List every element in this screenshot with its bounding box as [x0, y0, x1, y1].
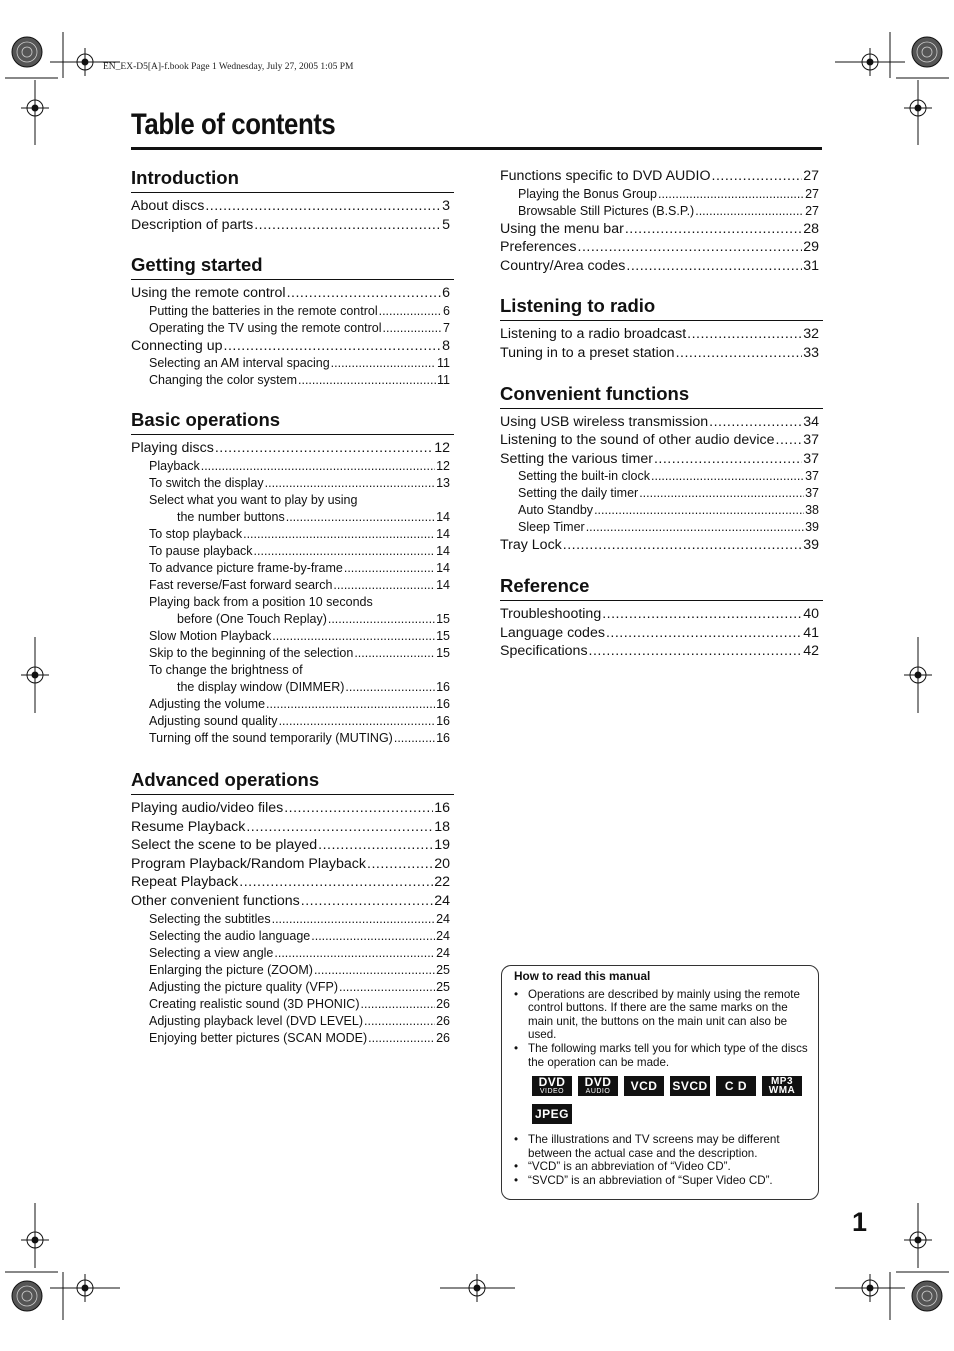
dot-leader — [254, 216, 441, 235]
toc-entry-label: Listening to the sound of other audio device — [500, 432, 775, 449]
disc-mark-svcd — [670, 1076, 710, 1096]
toc-list — [500, 167, 823, 275]
toc-entry[interactable] — [500, 186, 823, 203]
disc-mark-vcd — [624, 1076, 664, 1096]
toc-entry-label: Adjusting the picture quality (VFP) — [149, 979, 338, 994]
toc-entry-label: Operating the TV using the remote control — [149, 320, 382, 335]
toc-entry-label: Setting the daily timer — [518, 486, 639, 501]
toc-entry-label: To advance picture frame-by-frame — [149, 560, 343, 575]
dot-leader — [626, 257, 802, 276]
toc-page-number: 24 — [434, 892, 450, 909]
toc-page-number: 6 — [443, 303, 450, 318]
dot-leader — [361, 996, 436, 1013]
toc-entry-label: Browsable Still Pictures (B.S.P.) — [518, 203, 695, 218]
toc-page-number: 14 — [436, 543, 450, 558]
toc-page-number: 5 — [442, 216, 450, 233]
toc-entry[interactable] — [500, 344, 823, 363]
toc-list — [131, 799, 454, 1047]
section-title: Getting started — [131, 254, 454, 280]
dot-leader — [364, 1013, 435, 1030]
toc-page-number: 40 — [803, 605, 819, 622]
how-to-read-bullet: • Operations are described by mainly using the remote control buttons. If there are the same marks on the main unit, the buttons on the main unit can also be used. — [514, 988, 808, 1042]
toc-entry-label: Repeat Playback — [131, 874, 239, 891]
toc-page-number: 26 — [436, 1013, 450, 1028]
toc-page-number: 42 — [803, 643, 819, 660]
section-title: Listening to radio — [500, 295, 823, 321]
toc-entry[interactable] — [500, 450, 823, 469]
toc-entry-label: Using the menu bar — [500, 220, 624, 237]
page-title: Table of contents — [131, 108, 336, 141]
toc-entry[interactable] — [500, 167, 823, 186]
toc-section — [131, 167, 454, 234]
toc-page-number: 12 — [434, 440, 450, 457]
title-rule — [131, 147, 822, 150]
dot-leader — [354, 645, 435, 662]
toc-entry-label: the number buttons — [177, 509, 285, 524]
toc-entry-label: Language codes — [500, 624, 605, 641]
toc-entry-label: Adjusting playback level (DVD LEVEL) — [149, 1013, 363, 1028]
toc-entry[interactable] — [131, 799, 454, 818]
toc-section — [500, 295, 823, 362]
disc-mark-main: VCD — [630, 1078, 658, 1093]
toc-page-number: 24 — [436, 911, 450, 926]
dot-leader — [687, 325, 802, 344]
toc-page-number: 7 — [443, 320, 450, 335]
dot-leader — [639, 485, 804, 502]
toc-page-number: 16 — [434, 799, 450, 816]
toc-page-number: 24 — [436, 928, 450, 943]
toc-entry[interactable] — [500, 485, 823, 502]
dot-leader — [563, 536, 802, 555]
toc-page-number: 33 — [803, 344, 819, 361]
section-title: Reference — [500, 575, 823, 601]
toc-entry-label: Resume Playback — [131, 818, 246, 835]
toc-entry-label: Playing audio/video files — [131, 799, 284, 816]
disc-mark-main: SVCD — [672, 1078, 708, 1093]
dot-leader — [311, 928, 435, 945]
dot-leader — [654, 450, 802, 469]
toc-entry[interactable] — [131, 372, 454, 389]
toc-page-number: 3 — [442, 198, 450, 214]
toc-entry[interactable] — [500, 413, 823, 432]
disc-mark-jpeg — [532, 1104, 572, 1124]
toc-page-number: 27 — [805, 203, 819, 218]
toc-entry-label: Specifications — [500, 643, 588, 660]
toc-entry[interactable] — [131, 458, 454, 475]
toc-entry[interactable] — [500, 502, 823, 519]
toc-list — [500, 413, 823, 555]
toc-entry[interactable] — [131, 577, 454, 594]
toc-entry[interactable] — [131, 1030, 454, 1047]
disc-mark-dvd — [578, 1076, 618, 1096]
toc-page-number: 26 — [436, 996, 450, 1011]
disc-mark-cd — [716, 1076, 756, 1096]
toc-page-number: 25 — [436, 962, 450, 977]
dot-leader — [318, 836, 433, 855]
toc-page-number: 32 — [803, 326, 819, 343]
page-number: 1 — [852, 1207, 868, 1237]
dot-leader — [224, 337, 442, 356]
toc-page-number: 14 — [436, 509, 450, 524]
toc-entry[interactable] — [131, 911, 454, 928]
section-title: Advanced operations — [131, 769, 454, 795]
toc-page-number: 14 — [436, 577, 450, 592]
dot-leader — [339, 979, 435, 996]
toc-entry[interactable] — [131, 320, 454, 337]
how-to-read-bullet: • “SVCD” is an abbreviation of “Super Video CD”. — [514, 1174, 808, 1188]
toc-entry-label: Enjoying better pictures (SCAN MODE) — [149, 1030, 368, 1045]
toc-page-number: 6 — [442, 285, 450, 302]
toc-entry[interactable] — [131, 216, 454, 235]
dot-leader — [286, 509, 435, 526]
toc-page-number: 41 — [803, 624, 819, 641]
toc-entry-label: Selecting a view angle — [149, 945, 274, 960]
dot-leader — [243, 526, 435, 543]
toc-entry[interactable] — [131, 337, 454, 356]
toc-entry[interactable] — [500, 642, 823, 661]
toc-page-number: 12 — [436, 458, 450, 473]
dot-leader — [279, 713, 436, 730]
toc-page-number: 25 — [436, 979, 450, 994]
dot-leader — [266, 696, 435, 713]
toc-page-number: 22 — [434, 874, 450, 891]
toc-entry-label: Slow Motion Playback — [149, 628, 272, 643]
toc-entry[interactable] — [131, 645, 454, 662]
toc-page-number: 38 — [805, 503, 819, 518]
dot-leader — [676, 344, 803, 363]
dot-leader — [201, 458, 435, 475]
toc-entry[interactable] — [500, 431, 823, 450]
toc-page-number: 16 — [436, 679, 450, 694]
toc-entry-label: Enlarging the picture (ZOOM) — [149, 962, 313, 977]
toc-entry[interactable] — [500, 257, 823, 276]
toc-entry[interactable] — [131, 713, 454, 730]
dot-leader — [246, 818, 433, 837]
toc-page-number: 27 — [805, 186, 819, 201]
dot-leader — [589, 642, 803, 661]
dot-leader — [333, 577, 435, 594]
disc-mark-sub: WMA — [768, 1085, 796, 1097]
toc-entry-label: Playback — [149, 458, 200, 473]
toc-entry[interactable] — [500, 624, 823, 643]
dot-leader — [379, 303, 442, 320]
how-to-read-list-bottom — [514, 1133, 808, 1187]
toc-page-number: 37 — [805, 469, 819, 484]
dot-leader — [383, 320, 443, 337]
toc-entry-label: Selecting the subtitles — [149, 911, 271, 926]
toc-section — [500, 575, 823, 661]
toc-section — [500, 383, 823, 555]
toc-page-number: 31 — [803, 257, 819, 274]
toc-entry[interactable] — [131, 855, 454, 874]
toc-page-number: 16 — [436, 730, 450, 745]
toc-page-number: 26 — [436, 1030, 450, 1045]
disc-mark-main: MP3 — [770, 1076, 794, 1088]
toc-entry-label: Selecting an AM interval spacing — [149, 356, 330, 371]
how-to-read-bullet: • The illustrations and TV screens may be different between the actual case and the description. — [514, 1133, 808, 1160]
toc-page-number: 37 — [803, 432, 819, 449]
dot-leader — [658, 186, 804, 203]
dot-leader — [272, 911, 435, 928]
toc-entry[interactable] — [131, 679, 454, 696]
toc-entry-label: Auto Standby — [518, 503, 594, 518]
toc-page-number: 16 — [436, 713, 450, 728]
toc-entry-label: Fast reverse/Fast forward search — [149, 577, 333, 592]
toc-entry-label: Country/Area codes — [500, 257, 626, 274]
toc-list — [131, 284, 454, 389]
toc-entry-label: To change the brightness of — [149, 662, 303, 677]
toc-entry-label: Using the remote control — [131, 285, 286, 302]
disc-mark-main: DVD — [584, 1074, 612, 1089]
toc-entry-label: Turning off the sound temporarily (MUTING) — [149, 730, 393, 745]
disc-mark-sub: VIDEO — [539, 1087, 565, 1095]
dot-leader — [301, 892, 433, 911]
toc-list — [131, 439, 454, 747]
toc-page-number: 37 — [803, 450, 819, 467]
toc-entry-label: Setting the built-in clock — [518, 469, 651, 484]
toc-entry[interactable] — [131, 509, 454, 526]
toc-page-number: 14 — [436, 526, 450, 541]
dot-leader — [368, 1030, 435, 1047]
toc-page-number: 29 — [803, 239, 819, 256]
how-to-read-box — [501, 965, 819, 1200]
toc-entry[interactable] — [131, 730, 454, 747]
dot-leader — [274, 945, 435, 962]
toc-page-number: 28 — [803, 220, 819, 237]
toc-entry[interactable] — [131, 945, 454, 962]
toc-entry[interactable] — [500, 220, 823, 239]
toc-entry-label: Playing back from a position 10 seconds — [149, 594, 373, 609]
dot-leader — [239, 873, 433, 892]
toc-entry[interactable] — [131, 892, 454, 911]
toc-section — [500, 167, 823, 275]
toc-section — [131, 769, 454, 1047]
dot-leader — [287, 284, 442, 303]
toc-entry-label: Preferences — [500, 239, 577, 256]
toc-entry-label: Playing discs — [131, 440, 214, 457]
toc-page-number: 11 — [437, 373, 450, 388]
toc-entry[interactable] — [500, 203, 823, 220]
toc-entry-label: Tuning in to a preset station — [500, 344, 675, 361]
dot-leader — [298, 372, 436, 389]
how-to-read-bullet: • The following marks tell you for which type of the discs the operation can be made. — [514, 1042, 808, 1069]
how-to-read-title: How to read this manual — [514, 969, 651, 983]
toc-entry-label: Program Playback/Random Playback — [131, 855, 366, 872]
toc-entry[interactable] — [131, 928, 454, 945]
how-to-read-bullet: • “VCD” is an abbreviation of “Video CD”. — [514, 1160, 808, 1174]
toc-entry[interactable] — [500, 238, 823, 257]
disc-mark-main: JPEG — [534, 1106, 569, 1121]
toc-entry[interactable] — [131, 696, 454, 713]
toc-entry-label: To switch the display — [149, 475, 264, 490]
disc-mark-main: DVD — [538, 1074, 566, 1089]
toc-entry-label: Setting the various timer — [500, 450, 653, 467]
toc-entry-label: Changing the color system — [149, 373, 297, 388]
toc-entry-label: Skip to the beginning of the selection — [149, 645, 354, 660]
toc-page-number: 13 — [436, 475, 450, 490]
toc-page-number: 14 — [436, 560, 450, 575]
toc-entry-label: To stop playback — [149, 526, 243, 541]
dot-leader — [254, 543, 436, 560]
toc-entry-label: Adjusting the volume — [149, 696, 266, 711]
toc-entry-label: Adjusting sound quality — [149, 713, 278, 728]
left-column — [131, 167, 454, 1067]
disc-mark-mp3 — [762, 1076, 802, 1096]
toc-page-number: 18 — [434, 818, 450, 835]
toc-entry-label: Sleep Timer — [518, 520, 585, 535]
toc-entry-label: Other convenient functions — [131, 892, 300, 909]
toc-page-number: 16 — [436, 696, 450, 711]
disc-mark-main: C D — [724, 1078, 748, 1093]
toc-entry-label: Select the scene to be played — [131, 837, 318, 854]
toc-page-number: 8 — [442, 337, 450, 354]
dot-leader — [625, 220, 802, 239]
dot-leader — [265, 475, 435, 492]
toc-entry[interactable] — [500, 605, 823, 624]
dot-leader — [586, 519, 804, 536]
dot-leader — [712, 167, 803, 186]
dot-leader — [215, 439, 433, 458]
toc-list — [500, 325, 823, 362]
toc-entry[interactable] — [131, 1013, 454, 1030]
toc-entry[interactable] — [131, 439, 454, 458]
toc-entry[interactable] — [500, 519, 823, 536]
dot-leader — [594, 502, 804, 519]
dot-leader — [695, 203, 804, 220]
toc-entry-label: Listening to a radio broadcast — [500, 326, 687, 343]
toc-page-number: 19 — [434, 837, 450, 854]
toc-entry-label: To pause playback — [149, 543, 253, 558]
disc-type-marks — [532, 1076, 808, 1124]
toc-entry-label: Tray Lock — [500, 537, 562, 554]
dot-leader — [205, 197, 441, 216]
dot-leader — [578, 238, 803, 257]
toc-page-number: 15 — [436, 645, 450, 660]
toc-entry-label: Select what you want to play by using — [149, 492, 358, 507]
toc-entry[interactable] — [131, 996, 454, 1013]
toc-page-number: 15 — [436, 628, 450, 643]
toc-entry-label: before (One Touch Replay) — [177, 611, 327, 626]
toc-list — [131, 197, 454, 234]
dot-leader — [328, 611, 435, 628]
toc-page-number: 37 — [805, 486, 819, 501]
how-to-read-list-top — [514, 988, 808, 1070]
dot-leader — [651, 468, 804, 485]
toc-entry-label: Troubleshooting — [500, 605, 602, 622]
toc-entry[interactable] — [131, 628, 454, 645]
toc-entry[interactable] — [131, 873, 454, 892]
section-title: Convenient functions — [500, 383, 823, 409]
dot-leader — [284, 799, 433, 818]
toc-entry[interactable] — [131, 303, 454, 320]
toc-entry[interactable] — [500, 468, 823, 485]
toc-entry-label: Using USB wireless transmission — [500, 413, 709, 430]
toc-section — [131, 409, 454, 747]
section-title: Introduction — [131, 167, 454, 193]
toc-entry-label: Creating realistic sound (3D PHONIC) — [149, 996, 360, 1011]
toc-entry-label: Selecting the audio language — [149, 928, 311, 943]
toc-page-number: 20 — [434, 855, 450, 872]
toc-entry[interactable] — [131, 818, 454, 837]
dot-leader — [331, 355, 436, 372]
toc-page-number: 34 — [803, 413, 819, 430]
dot-leader — [602, 605, 802, 624]
dot-leader — [345, 679, 435, 696]
dot-leader — [344, 560, 435, 577]
toc-entry[interactable] — [131, 355, 454, 372]
toc-page-number: 39 — [805, 520, 819, 535]
toc-entry[interactable] — [500, 536, 823, 555]
toc-entry[interactable] — [131, 526, 454, 543]
toc-section — [131, 254, 454, 389]
toc-entry[interactable] — [131, 560, 454, 577]
dot-leader — [367, 855, 433, 874]
disc-mark-dvd — [532, 1076, 572, 1096]
toc-entry-label: Functions specific to DVD AUDIO — [500, 168, 711, 184]
toc-page-number: 11 — [437, 356, 450, 371]
disc-mark-sub: AUDIO — [585, 1087, 611, 1095]
dot-leader — [394, 730, 435, 747]
toc-entry-label: Connecting up — [131, 337, 223, 354]
toc-entry-label: Description of parts — [131, 216, 254, 233]
toc-entry-label: Putting the batteries in the remote control — [149, 303, 378, 318]
dot-leader — [606, 624, 802, 643]
toc-entry[interactable] — [131, 475, 454, 492]
dot-leader — [314, 962, 435, 979]
toc-entry[interactable] — [131, 611, 454, 628]
toc-entry[interactable] — [131, 543, 454, 560]
toc-entry-label: Playing the Bonus Group — [518, 186, 657, 201]
right-column — [500, 167, 823, 681]
toc-entry[interactable] — [131, 836, 454, 855]
toc-entry-label: About discs — [131, 198, 205, 214]
toc-page-number: 39 — [803, 537, 819, 554]
toc-entry[interactable] — [131, 197, 454, 216]
toc-page-number: 27 — [803, 168, 819, 184]
toc-list — [500, 605, 823, 661]
section-title: Basic operations — [131, 409, 454, 435]
toc-entry[interactable] — [500, 325, 823, 344]
dot-leader — [709, 413, 802, 432]
toc-entry[interactable] — [131, 979, 454, 996]
toc-page-number: 24 — [436, 945, 450, 960]
toc-entry[interactable] — [131, 284, 454, 303]
toc-entry[interactable] — [131, 962, 454, 979]
toc-entry-label: the display window (DIMMER) — [177, 679, 345, 694]
dot-leader — [776, 431, 803, 450]
toc-page-number: 15 — [436, 611, 450, 626]
dot-leader — [272, 628, 435, 645]
book-header-note: EN_EX-D5[A]-f.book Page 1 Wednesday, July 27, 2005 1:05 PM — [103, 62, 354, 72]
